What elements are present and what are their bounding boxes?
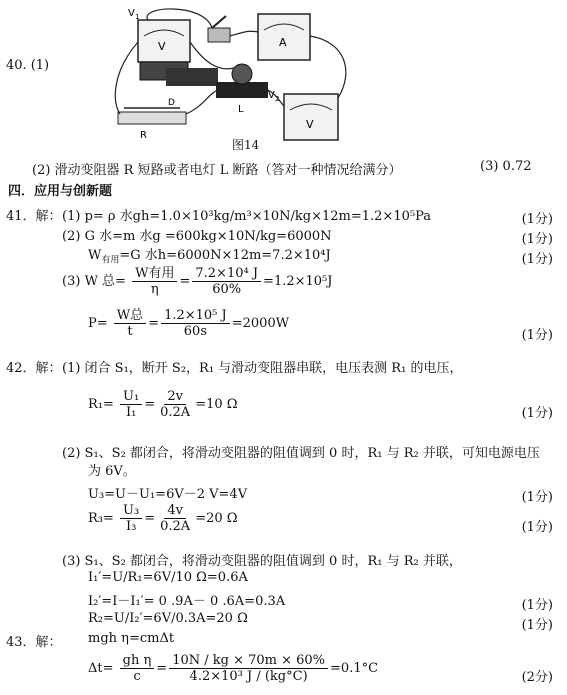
svg-text:V: V [306, 118, 314, 131]
rheostat-icon [118, 98, 186, 141]
circuit-figure [108, 2, 383, 152]
q41-part4: P= $\frac{\text{W总}}{t}$ = $\frac{\text{1.2×10⁵ J}}{60s}$ =2000W [88, 308, 290, 339]
switch-icon [208, 16, 230, 42]
score: (1分) [521, 232, 553, 247]
score: (1分) [521, 618, 553, 633]
q41-part2b: $W_{有用}=G$ 水h=6000N×12m=7.2×10⁴J [88, 248, 331, 266]
q42-r1: R₁= $\frac{\text{U₁}}{\text{I₁}}$ = $\frac{2v}{0.2A}$ =10 Ω [88, 389, 238, 420]
section-heading: 四．应用与创新题 [8, 184, 113, 199]
q43-number: 43．解： [6, 635, 62, 650]
q42-i1: I₁′=U/R₁=6V/10 Ω=0.6A [88, 570, 248, 585]
q42-part1: (1) 闭合 S₁，断开 S₂，R₁ 与滑动变阻器串联，电压表测 R₁ 的电压， [62, 361, 463, 376]
svg-text:1: 1 [135, 13, 140, 21]
q42-u3: U₃=U－U₁=6V－2 V=4V [88, 487, 248, 502]
svg-text:L: L [238, 104, 244, 115]
q41-part2a: (2) G 水=m 水g =600kg×10N/kg=6000N [62, 229, 332, 244]
score: (1分) [521, 520, 553, 535]
svg-text:V: V [128, 8, 135, 19]
score: (1分) [521, 406, 553, 421]
q43-eq1: mgh η=cmΔt [88, 631, 175, 646]
ammeter-icon [258, 14, 310, 60]
q40-number: 40. (1) [6, 58, 50, 73]
svg-text:D: D [168, 98, 175, 108]
score: (2分) [521, 670, 553, 685]
q42-number: 42．解： [6, 361, 62, 376]
q43-eq2: Δt= $\frac{\text{gh η}}{c}$ = $\frac{10N / kg \times 70m \times 60\%}{\text{4.2×10³ J / (kg°C)}}$ =0.1°C [88, 653, 379, 684]
q40-part2: (2) 滑动变阻器 R 短路或者电灯 L 断路（答对一种情况给满分） [32, 163, 402, 178]
score: (1分) [521, 598, 553, 613]
svg-text:A: A [279, 36, 287, 49]
svg-text:2: 2 [275, 95, 280, 103]
q42-r3: R₃= $\frac{\text{U₃}}{\text{I₃}}$ = $\frac{4v}{0.2A}$ =20 Ω [88, 503, 238, 534]
score: (1分) [521, 328, 553, 343]
q42-part3: (3) S₁、S₂ 都闭合，将滑动变阻器的阻值调到 0 时，R₁ 与 R₂ 并联， [62, 554, 462, 569]
score: (1分) [521, 212, 553, 227]
voltmeter-v2-icon [268, 90, 338, 140]
q40-part3: (3) 0.72 [480, 159, 532, 174]
q41-part1: (1) p= ρ 水gh=1.0×10³kg/m³×10N/kg×12m=1.2×10⁵Pa [62, 209, 431, 224]
lamp-icon [216, 64, 268, 115]
score: (1分) [521, 252, 553, 267]
q42-r2: R₂=U/I₂′=6V/0.3A=20 Ω [88, 611, 248, 626]
q42-i2: I₂′=I－I₁′= 0 .9A－ 0 .6A=0.3A [88, 594, 286, 609]
q41-number: 41．解： [6, 209, 62, 224]
q41-part3: (3) W 总= $\frac{\text{W有用}}{\eta}$ = $\frac{\text{7.2×10⁴ J}}{60\%}$ =1.2×10⁵J [62, 266, 333, 297]
svg-text:V: V [268, 90, 275, 101]
svg-text:R: R [140, 130, 147, 141]
battery-icon [166, 68, 218, 86]
figure-caption: 图14 [232, 138, 260, 152]
score: (1分) [521, 490, 553, 505]
q42-part2b: 为 6V。 [88, 464, 136, 479]
q42-part2a: (2) S₁、S₂ 都闭合，将滑动变阻器的阻值调到 0 时，R₁ 与 R₂ 并联，可知电源电压 [62, 446, 540, 461]
svg-text:V: V [158, 40, 166, 53]
